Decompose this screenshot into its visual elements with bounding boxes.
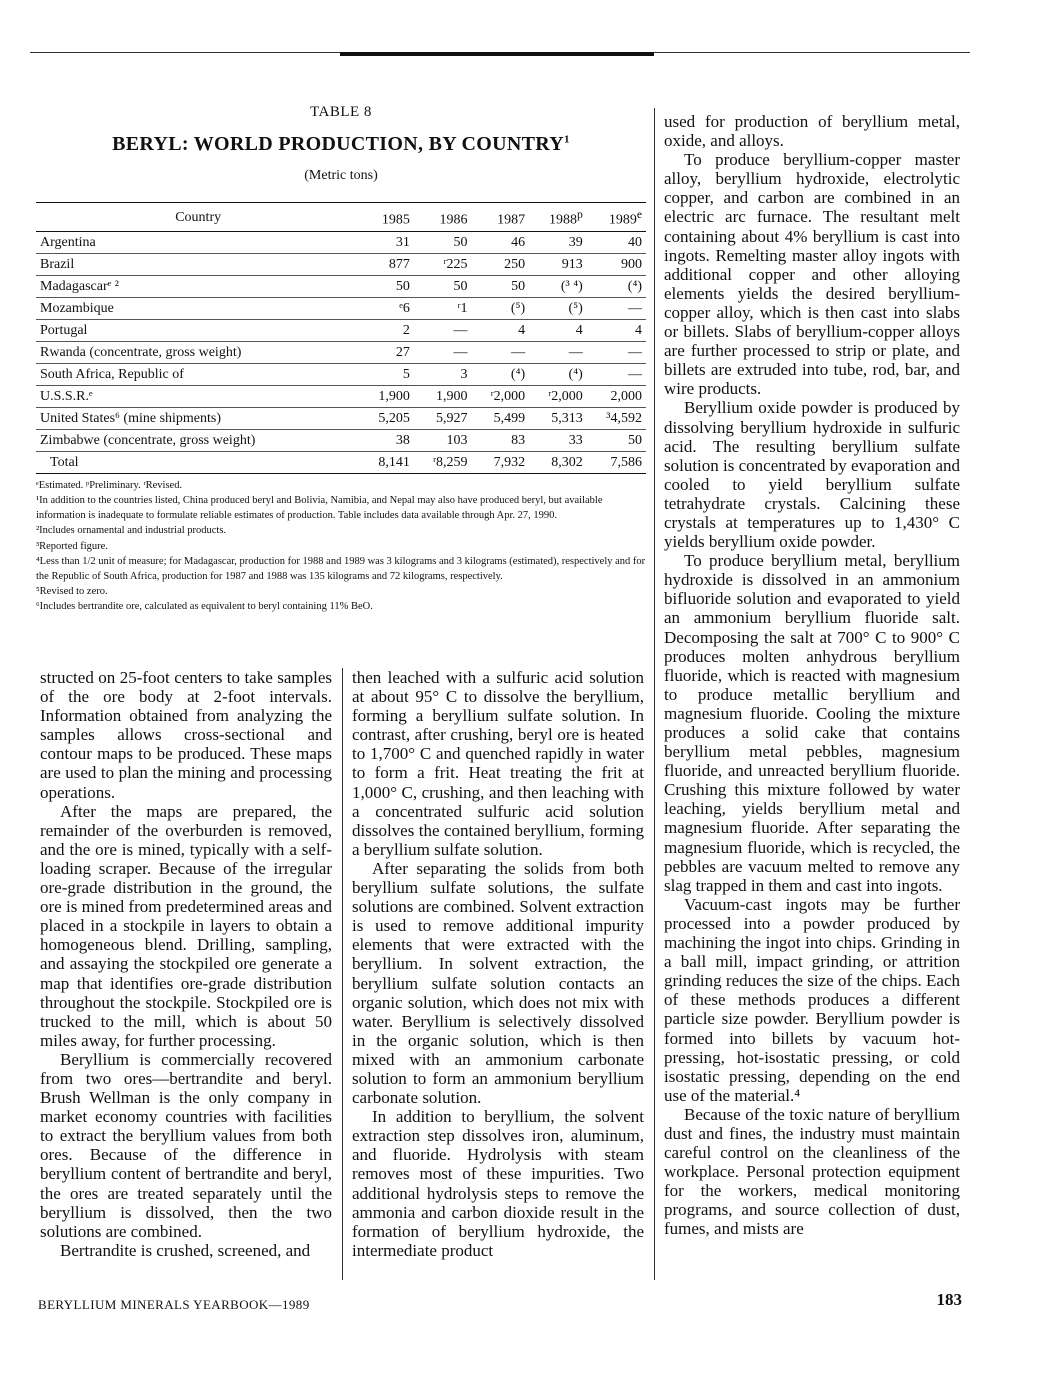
body-paragraph: structed on 25-foot centers to take samples of the ore body at 2-foot intervals. Information obtained from analyzing the samples allows cross-sectional and contour maps to be produced. These maps are used to plan the mining and processing operations. [40, 668, 332, 802]
cell-value: 5,499 [471, 407, 529, 429]
table-row [36, 407, 646, 429]
cell-value: 50 [587, 429, 646, 451]
cell-value: 31 [360, 231, 414, 253]
body-paragraph: After the maps are prepared, the remainder of the overburden is removed, and the ore is mined, typically with a self-loading scraper. Because of the irregular ore-grade distribution in the ground, the ore is mined from predetermined areas and placed in a stockpile in layers to obtain a homogeneous blend. Drilling, sampling, and assaying the stockpiled ore generate a map that identifies ore-grade distribution throughout the stockpile. Stockpiled ore is trucked to the mill, which is about 50 miles away, for further processing. [40, 801, 332, 1050]
production-table [36, 202, 646, 474]
total-value: 8,302 [529, 451, 587, 473]
cell-value: 1,900 [360, 385, 414, 407]
cell-value: 900 [587, 253, 646, 275]
cell-value: — [529, 341, 587, 363]
table-title-text: BERYL: WORLD PRODUCTION, BY COUNTRY [112, 133, 565, 155]
table-footnote: ⁴Less than 1/2 unit of measure; for Madagascar, production for 1988 and 1989 was 3 kilograms and 3 kilograms (estimated), respectively and for the Republic of South Africa, production for 1987 and 1988 was 135 kilograms and 72 kilograms, respectively. [36, 555, 646, 582]
page-number: 183 [936, 1290, 962, 1309]
cell-value: 103 [414, 429, 472, 451]
total-value: 7,586 [587, 451, 646, 473]
cell-value: 250 [471, 253, 529, 275]
cell-value: 3 [414, 363, 472, 385]
cell-value: — [587, 297, 646, 319]
cell-value: 50 [414, 231, 472, 253]
cell-value: — [414, 341, 472, 363]
table-header-row [36, 203, 646, 232]
cell-value: (⁵) [471, 297, 529, 319]
body-paragraph: After separating the solids from both beryllium sulfate solutions, the sulfate solutions are combined. Solvent extraction is used to remove additional impurity elements that were extracted with the beryllium. In solvent extraction, the beryllium sulfate solution contacts an organic solution, which does not mix with water. Beryllium is selectively dissolved in the organic solution, which is then mixed with an ammonium carbonate solution to form an ammonium beryllium carbonate solution. [352, 858, 644, 1108]
table-total-row [36, 451, 646, 473]
cell-value: ʳ1 [414, 297, 472, 319]
table-footnote: ᵉEstimated. ᵖPreliminary. ʳRevised. [36, 479, 183, 491]
cell-country: Argentina [36, 231, 360, 253]
cell-value: — [587, 341, 646, 363]
cell-value: ³4,592 [587, 407, 646, 429]
cell-value: 39 [529, 231, 587, 253]
cell-value: ʳ225 [414, 253, 472, 275]
table-title [36, 133, 646, 156]
cell-value: (⁵) [529, 297, 587, 319]
cell-value: 5,927 [414, 407, 472, 429]
table-footnote: ²Includes ornamental and industrial products. [36, 525, 227, 537]
top-rule-thick [340, 52, 654, 56]
column-divider-2 [654, 108, 655, 1280]
table-footnote: ³Reported figure. [36, 540, 108, 552]
body-paragraph: Vacuum-cast ingots may be further processed into a powder produced by machining the ingot into chips. Grinding in a ball mill, impact grinding, or attrition grinding reduces the size of the chips. Each of these methods produces a different particle size powder. Beryllium powder is formed into billets by vacuum hot-pressing, hot-isostatic pressing, or cold isostatic pressing, depending on the end use of the material.⁴ [664, 894, 960, 1105]
table-footnote: ⁶Includes bertrandite ore, calculated as equivalent to beryl containing 11% BeO. [36, 601, 373, 613]
table-row [36, 231, 646, 253]
body-paragraph: To produce beryllium metal, beryllium hydroxide is dissolved in an ammonium bifluoride solution and evaporated to yield an ammonium beryllium fluoride salt. Decomposing the salt at 700° C to 900° C produces molten anhydrous beryllium fluoride, which is reacted with magnesium to produce metallic beryllium and magnesium fluoride. Cooling the mixture produces a solid cake that contains beryllium metal pebbles, magnesium fluoride, and unreacted beryllium fluoride. Crushing this mixture followed by water leaching, yields beryllium metal and magnesium fluoride. After separating the magnesium fluoride, which is recycled, the pebbles are vacuum melted to remove any slag trapped in them and cast into ingots. [664, 551, 960, 895]
total-value: 7,932 [471, 451, 529, 473]
cell-value: — [471, 341, 529, 363]
cell-country: U.S.S.R.ᵉ [36, 385, 360, 407]
table-row [36, 297, 646, 319]
table-row [36, 275, 646, 297]
body-paragraph: Because of the toxic nature of beryllium dust and fines, the industry must maintain careful control on the cleanliness of the workplace. Personal protection equipment for the workers, medical monitoring programs, and source collection of dust, fumes, and mists are [664, 1104, 960, 1239]
header-1989-sup: e [636, 208, 642, 221]
table-label: TABLE 8 [310, 104, 372, 120]
body-paragraph: To produce beryllium-copper master alloy, beryllium hydroxide, electrolytic copper, and carbon are combined in an electric arc furnace. The resultant melt containing about 4% beryllium is cast into ingots. Remelting master alloy ingots with additional copper and other alloying elements yields the desired beryllium-copper alloy, which is then cast into slabs or billets. Slabs of beryllium-copper alloys are further processed to strip or plate, and billets are extruded into tube, rod, bar, and wire products. [664, 150, 960, 399]
text-column-1 [40, 668, 332, 1260]
cell-value: 2,000 [587, 385, 646, 407]
header-1987-year: 1987 [497, 212, 526, 228]
table-body [36, 231, 646, 473]
header-1988-year: 1988 [548, 212, 577, 228]
header-country: Country [36, 203, 360, 232]
header-1987 [471, 203, 529, 232]
cell-value: 38 [360, 429, 414, 451]
body-paragraph: In addition to beryllium, the solvent extraction step dissolves iron, aluminum, and fluoride. Hydrolysis with steam removes most of these impurities. Two additional hydrolysis steps to remove the ammonia and carbon dioxide result in the formation of beryllium hydroxide, the intermediate product [352, 1107, 644, 1260]
header-1989 [587, 203, 646, 232]
table-row [36, 385, 646, 407]
cell-value: 4 [587, 319, 646, 341]
table-row [36, 363, 646, 385]
cell-value: (⁴) [587, 275, 646, 297]
cell-value: 83 [471, 429, 529, 451]
cell-value: — [414, 319, 472, 341]
cell-value: ʳ2,000 [529, 385, 587, 407]
cell-value: 877 [360, 253, 414, 275]
table-title-ref: 1 [564, 133, 570, 146]
body-paragraph: used for production of beryllium metal, oxide, and alloys. [664, 112, 960, 151]
header-1986 [414, 203, 472, 232]
cell-value: 33 [529, 429, 587, 451]
table-notes [36, 478, 646, 615]
cell-value: 4 [471, 319, 529, 341]
cell-country: Portugal [36, 319, 360, 341]
text-column-2 [352, 668, 644, 1260]
cell-country: Zimbabwe (concentrate, gross weight) [36, 429, 360, 451]
cell-value: 5,313 [529, 407, 587, 429]
cell-value: — [587, 363, 646, 385]
cell-value: 46 [471, 231, 529, 253]
cell-value: 2 [360, 319, 414, 341]
table-footnote: ¹In addition to the countries listed, China produced beryl and Bolivia, Namibia, and Nepal may also have produced beryl, but available information is inadequate to formulate reliable estimates of production. Table includes data available through Apr. 27, 1990. [36, 494, 603, 522]
cell-value: 913 [529, 253, 587, 275]
cell-value: (⁴) [471, 363, 529, 385]
table-block [36, 104, 646, 615]
table-row [36, 253, 646, 275]
cell-country: Brazil [36, 253, 360, 275]
table-footnote: ⁵Revised to zero. [36, 586, 108, 598]
cell-value: 5,205 [360, 407, 414, 429]
header-1988-sup: p [576, 208, 583, 221]
cell-value: ʳ2,000 [471, 385, 529, 407]
body-paragraph: Beryllium oxide powder is produced by dissolving beryllium hydroxide in sulfuric acid. The resulting beryllium sulfate solution is concentrated by evaporation and cooled to yield beryllium sulfate tetrahydrate crystals. Calcining these crystals at temperatures up to 1,430° C yields beryllium oxide powder. [664, 398, 960, 552]
column-divider-1 [342, 668, 343, 1280]
cell-country: South Africa, Republic of [36, 363, 360, 385]
table-row [36, 341, 646, 363]
footer-title: BERYLLIUM MINERALS YEARBOOK—1989 [38, 1297, 310, 1312]
cell-value: 27 [360, 341, 414, 363]
header-1989-year: 1989 [608, 212, 637, 228]
header-1986-year: 1986 [439, 212, 468, 228]
total-value: ʳ8,259 [414, 451, 472, 473]
cell-value: (⁴) [529, 363, 587, 385]
table-row [36, 429, 646, 451]
cell-value: (³ ⁴) [529, 275, 587, 297]
text-column-3 [664, 112, 960, 1239]
cell-value: 50 [360, 275, 414, 297]
table-units: (Metric tons) [304, 168, 378, 183]
body-paragraph: then leached with a sulfuric acid solution at about 95° C to dissolve the beryllium, forming a beryllium sulfate solution. In contrast, after crushing, beryl ore is heated to 1,700° C and quenched rapidly in water to form a frit. Heat treating the frit at 1,000° C, crushing, and then leaching with a concentrated sulfuric acid solution dissolves the contained beryllium, forming a beryllium sulfate solution. [352, 668, 644, 859]
cell-value: 4 [529, 319, 587, 341]
cell-value: 50 [471, 275, 529, 297]
body-paragraph: Bertrandite is crushed, screened, and [60, 1240, 311, 1260]
cell-country: United States⁶ (mine shipments) [36, 407, 360, 429]
body-paragraph: Beryllium is commercially recovered from two ores—bertrandite and beryl. Brush Wellman is the only company in market economy countries with facilities to extract the beryllium values from both ores. Because of the difference in beryllium content of bertrandite and beryl, the ores are treated separately until the beryllium is dissolved, then the two solutions are combined. [40, 1049, 332, 1241]
cell-value: ᵉ6 [360, 297, 414, 319]
header-1985 [360, 203, 414, 232]
cell-value: 50 [414, 275, 472, 297]
header-1985-year: 1985 [381, 212, 410, 228]
cell-value: 40 [587, 231, 646, 253]
cell-country: Mozambique [36, 297, 360, 319]
cell-value: 1,900 [414, 385, 472, 407]
header-1988 [529, 203, 587, 232]
total-label: Total [36, 451, 360, 473]
table-row [36, 319, 646, 341]
cell-country: Madagascarᵉ ² [36, 275, 360, 297]
total-value: 8,141 [360, 451, 414, 473]
cell-country: Rwanda (concentrate, gross weight) [36, 341, 360, 363]
cell-value: 5 [360, 363, 414, 385]
